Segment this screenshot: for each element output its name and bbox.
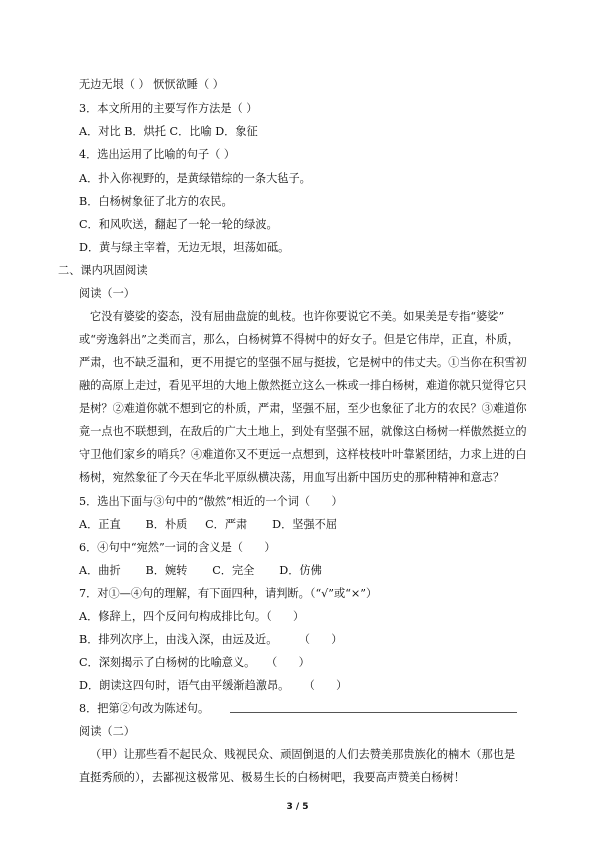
question-3: 3．本文所用的主要写作方法是（ ） bbox=[79, 102, 258, 115]
question-5-options: A．正直 B．朴质 C．严肃 D．坚强不屈 bbox=[79, 518, 338, 531]
question-6-options: A．曲折 B．婉转 C．完全 D．仿佛 bbox=[79, 564, 322, 577]
question-7: 7．对①—④句的理解，有下面四种，请判断。（“√”或“×”） bbox=[79, 587, 378, 600]
passage-line-2: 或“旁逸斜出”之类而言，那么，白杨树算不得树中的好女子。但是它伟岸，正直，朴质， bbox=[79, 333, 519, 346]
question-5: 5．选出下面与③句中的“傲然”相近的一个词（ ） bbox=[79, 495, 343, 508]
question-3-options: A．对比 B．烘托 C．比喻 D．象征 bbox=[79, 125, 258, 138]
question-4-option-b: B．白杨树象征了北方的农民。 bbox=[79, 195, 233, 208]
passage-line-5: 是树？②难道你就不想到它的朴质，严肃，坚强不屈，至少也象征了北方的农民？③难道你 bbox=[79, 402, 527, 415]
question-8: 8．把第②句改为陈述句。 bbox=[79, 702, 210, 715]
question-7-option-d: D．朗读这四句时，语气由平缓渐趋激昂。 （ ） bbox=[79, 679, 348, 692]
answer-blank-line bbox=[230, 712, 517, 713]
passage-2-line-2: 直挺秀颀的），去鄙视这极常见、极易生长的白杨树吧，我要高声赞美白杨树！ bbox=[79, 771, 465, 784]
page-number: 3 / 5 bbox=[286, 802, 309, 812]
question-7-option-c: C．深刻揭示了白杨树的比喻意义。 （ ） bbox=[79, 656, 310, 669]
passage-line-3: 严肃，也不缺乏温和，更不用提它的坚强不屈与挺拔，它是树中的伟丈夫。①当你在积雪初 bbox=[79, 356, 527, 369]
question-4-option-d: D．黄与绿主宰着，无边无垠，坦荡如砥。 bbox=[79, 241, 290, 254]
question-4: 4．选出运用了比喻的句子（ ） bbox=[79, 148, 236, 161]
passage-line-7: 守卫他们家乡的哨兵？④难道你又不更远一点想到，这样枝枝叶叶靠紧团结，力求上进的白 bbox=[79, 448, 527, 461]
question-4-option-a: A．扑入你视野的，是黄绿错综的一条大毡子。 bbox=[79, 172, 311, 185]
question-6: 6．④句中“宛然”一词的含义是（ ） bbox=[79, 541, 276, 554]
passage-line-6: 竟一点也不联想到，在敌后的广大土地上，到处有坚强不屈，就像这白杨树一样傲然挺立的 bbox=[79, 425, 527, 438]
passage-2-line-1: （甲）让那些看不起民众、贱视民众、顽固倒退的人们去赞美那贵族化的楠木（那也是 bbox=[90, 748, 516, 761]
reading-2-heading: 阅读（二） bbox=[79, 725, 135, 738]
line-vocab: 无边无垠（ ） 恹恹欲睡（ ） bbox=[79, 78, 224, 91]
passage-line-8: 杨树，宛然象征了今天在华北平原纵横决荡，用血写出新中国历史的那种精神和意志？ bbox=[79, 471, 505, 484]
passage-line-4: 融的高原上走过，看见平坦的大地上傲然挺立这么一株或一排白杨树，难道你就只觉得它只 bbox=[79, 379, 527, 392]
question-7-option-a: A．修辞上，四个反问句构成排比句。（ ） bbox=[79, 610, 305, 623]
question-7-option-b: B．排列次序上，由浅入深，由远及近。 （ ） bbox=[79, 633, 343, 646]
question-4-option-c: C．和风吹送，翻起了一轮一轮的绿波。 bbox=[79, 218, 278, 231]
section-heading: 二、课内巩固阅读 bbox=[58, 264, 148, 277]
passage-line-1: 它没有婆娑的姿态，没有屈曲盘旋的虬枝。也许你要说它不美。如果美是专指“婆娑” bbox=[90, 310, 505, 323]
reading-1-heading: 阅读（一） bbox=[79, 287, 135, 300]
